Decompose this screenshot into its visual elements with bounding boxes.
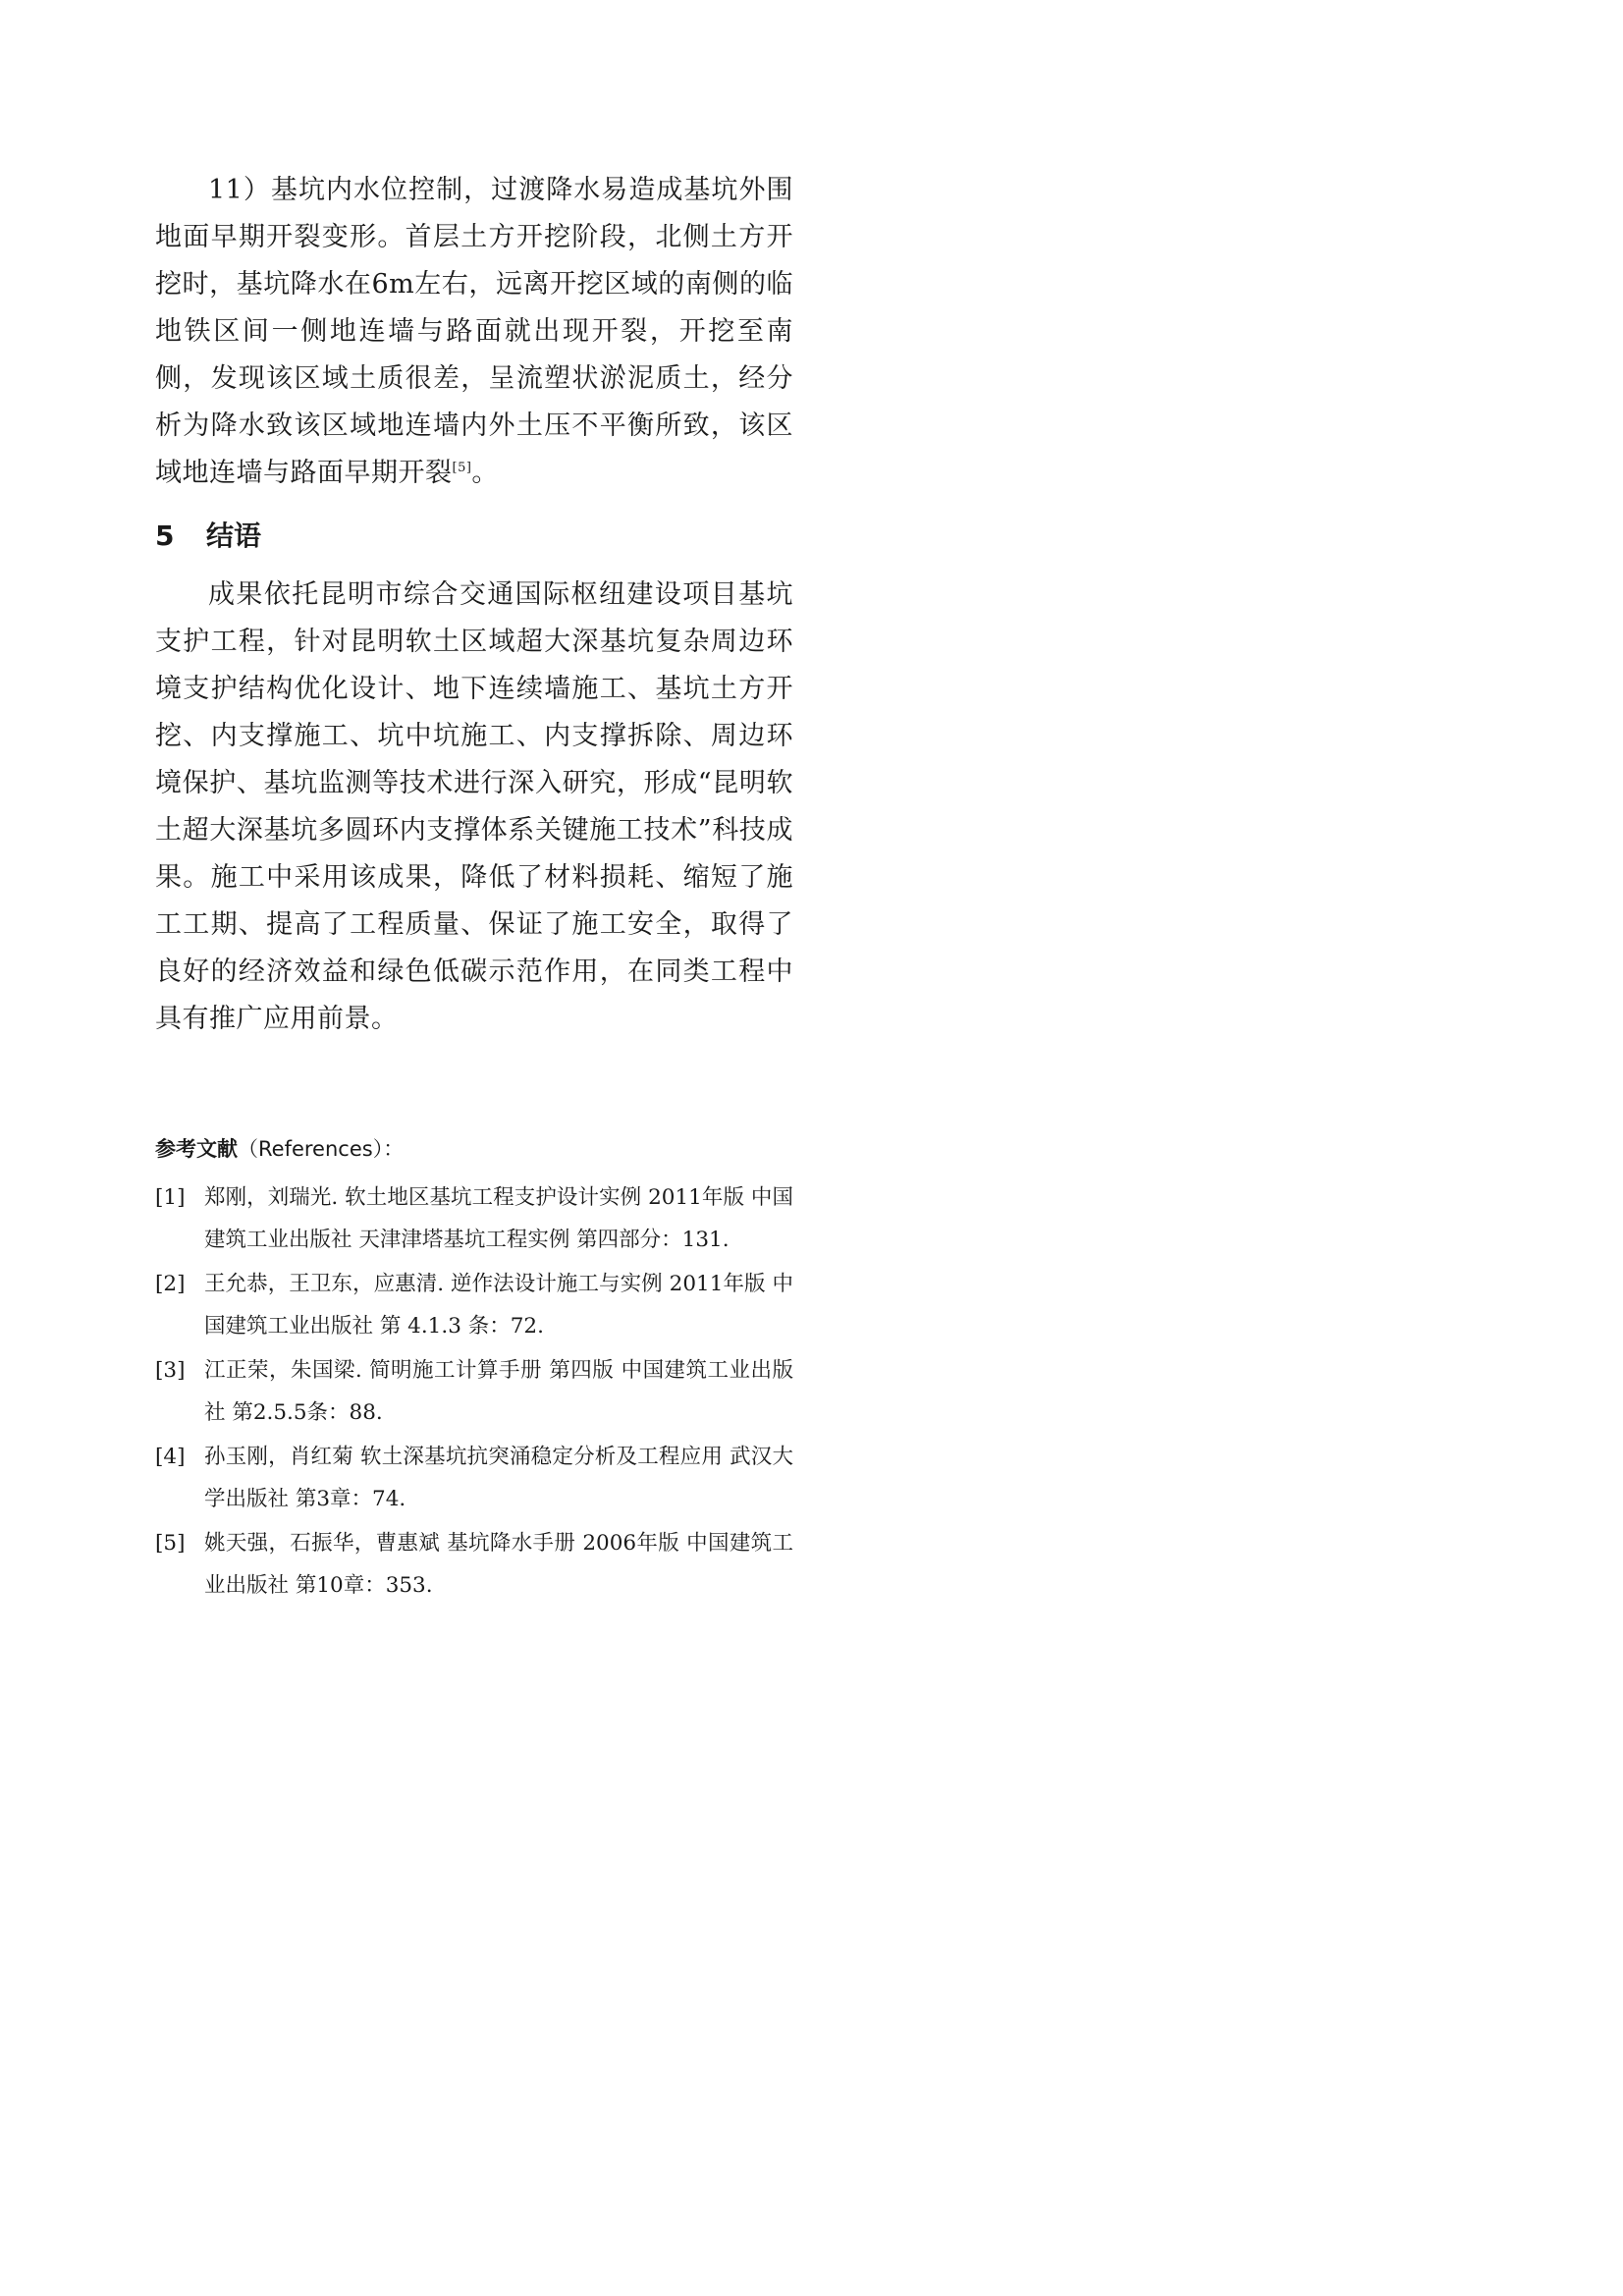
reference-item xyxy=(155,1522,793,1607)
reference-item xyxy=(155,1263,793,1347)
reference-number: [5] xyxy=(155,1531,186,1556)
section-number: 5 xyxy=(155,519,175,552)
reference-number: [2] xyxy=(155,1272,186,1296)
reference-list xyxy=(155,1176,793,1607)
references-heading xyxy=(155,1133,793,1165)
paragraph-11-text: 11）基坑内水位控制，过渡降水易造成基坑外围地面早期开裂变形。首层土方开挖阶段，北侧土方开挖时，基坑降水在6m左右，远离开挖区域的南侧的临地铁区间一侧地连墙与路面就出现开裂，开挖至南侧，发现该区域土质很差，呈流塑状淤泥质土，经分析为降水致该区域地连墙内外土压不平衡所致，该区域地连墙与路面早期开裂 xyxy=(155,175,793,488)
citation-5[interactable]: [5] xyxy=(452,461,472,475)
section-title: 结语 xyxy=(206,519,262,552)
section-heading xyxy=(155,515,793,558)
reference-text: 江正荣，朱国梁. 简明施工计算手册 第四版 中国建筑工业出版社 第2.5.5条：88. xyxy=(204,1358,793,1425)
reference-text: 姚天强，石振华，曹惠斌 基坑降水手册 2006年版 中国建筑工业出版社 第10章：353. xyxy=(204,1531,793,1598)
paragraph-item-11 xyxy=(155,167,793,497)
reference-text: 孙玉刚，肖红菊 软土深基坑抗突涌稳定分析及工程应用 武汉大学出版社 第3章：74. xyxy=(204,1445,793,1511)
reference-text: 王允恭，王卫东，应惠清. 逆作法设计施工与实例 2011年版 中国建筑工业出版社 第 4.1.3 条：72. xyxy=(204,1272,793,1339)
reference-number: [1] xyxy=(155,1185,186,1210)
reference-item xyxy=(155,1176,793,1261)
reference-item xyxy=(155,1349,793,1434)
main-column xyxy=(155,167,793,1609)
paragraph-11-end: 。 xyxy=(471,458,499,488)
reference-text: 郑刚，刘瑞光. 软土地区基坑工程支护设计实例 2011年版 中国建筑工业出版社 天津津塔基坑工程实例 第四部分：131. xyxy=(204,1185,793,1252)
conclusion-paragraph: 成果依托昆明市综合交通国际枢纽建设项目基坑支护工程，针对昆明软土区域超大深基坑复杂周边环境支护结构优化设计、地下连续墙施工、基坑土方开挖、内支撑施工、坑中坑施工、内支撑拆除、周边环境保护、基坑监测等技术进行深入研究，形成“昆明软土超大深基坑多圆环内支撑体系关键施工技术”科技成果。施工中采用该成果，降低了材料损耗、缩短了施工工期、提高了工程质量、保证了施工安全，取得了良好的经济效益和绿色低碳示范作用，在同类工程中具有推广应用前景。 xyxy=(155,579,793,1034)
reference-number: [3] xyxy=(155,1358,186,1383)
references-title: 参考文献 xyxy=(155,1137,238,1161)
references-title-en: （References）： xyxy=(238,1137,405,1161)
reference-item xyxy=(155,1436,793,1520)
reference-number: [4] xyxy=(155,1445,186,1469)
